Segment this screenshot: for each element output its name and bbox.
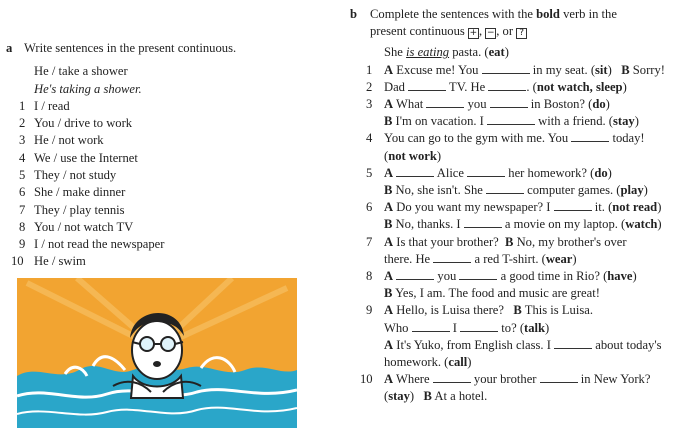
exercise-item: 8 A you a good time in Rio? (have) B Yes, I am. The food and music are great! [366, 269, 637, 301]
section-b-list [350, 62, 676, 406]
item-number: 9 [19, 237, 26, 252]
exercise-item: 5 A Alice her homework? (do) B No, she isn't. She computer games. (play) [366, 165, 648, 198]
item-number: 3 [19, 133, 26, 148]
item-number: 4 [366, 131, 373, 146]
exercise-item: 3 He / not work [6, 132, 306, 149]
item-number: 8 [366, 269, 373, 284]
example-sentence: She is eating pasta. (eat) [384, 45, 509, 60]
item-number: 3 [366, 97, 373, 112]
exercise-item: 9 A Hello, is Luisa there? B This is Luisa. Who I to? (talk) A It's Yuko, from English class. I about today's homework. (call) [366, 303, 662, 370]
item-number: 6 [366, 200, 373, 215]
exercise-item: 4 You can go to the gym with me. You today! (not work) [366, 131, 645, 163]
exercise-item: 6 She / make dinner [6, 184, 306, 201]
exercise-item: 9 I / not read the newspaper [6, 236, 306, 253]
swimmer-illustration [17, 278, 297, 428]
section-b [350, 6, 676, 406]
exercise-item: 1 I / read [6, 98, 306, 115]
item-number: 10 [360, 372, 373, 387]
exercise-item: 3 A What you in Boston? (do) B I'm on vacation. I with a friend. (stay) [366, 97, 639, 129]
section-a-header [6, 40, 306, 57]
item-number: 2 [19, 116, 26, 131]
exercise-item: 2 Dad TV. He . (not watch, sleep) [350, 79, 676, 96]
item-number: 8 [19, 219, 26, 234]
exercise-item: 2 You / drive to work [6, 115, 306, 132]
exercise-item: 5 They / not study [6, 167, 306, 184]
exercise-item: 7 They / play tennis [6, 202, 306, 219]
exercise-item: 6 A Do you want my newspaper? I it. (not read) B No, thanks. I a movie on my laptop. (watch) [366, 200, 662, 232]
item-number: 2 [366, 79, 373, 94]
section-a [6, 40, 306, 271]
section-a-instruction: Write sentences in the present continuous. [24, 41, 237, 55]
minus-box-icon: − [486, 28, 495, 39]
exercise-item: 4 We / use the Internet [6, 150, 306, 167]
exercise-item: 10 A Where your brother in New York? (stay) B At a hotel. [360, 372, 651, 404]
item-number: 6 [19, 185, 26, 200]
section-a-list [6, 63, 306, 271]
item-number: 9 [366, 303, 373, 318]
example-answer: He's taking a shower. [34, 81, 142, 96]
section-letter: b [350, 7, 358, 21]
question-box-icon: ? [516, 28, 527, 39]
item-number: 1 [366, 62, 373, 77]
example-prompt: He / take a shower [34, 64, 128, 79]
exercise-item: 1 A Excuse me! You in my seat. (sit) B Sorry! [350, 62, 676, 79]
plus-box-icon: + [469, 28, 478, 39]
item-number: 10 [11, 254, 24, 269]
exercise-item: 8 You / not watch TV [6, 219, 306, 236]
item-number: 1 [19, 98, 26, 113]
exercise-item: 7 A Is that your brother? B No, my brother's over there. He a red T-shirt. (wear) [366, 234, 627, 266]
section-letter: a [6, 41, 13, 55]
item-number: 7 [19, 202, 26, 217]
exercise-item: 10 He / swim [6, 253, 306, 270]
item-number: 5 [19, 167, 26, 182]
item-number: 5 [366, 165, 373, 180]
item-number: 7 [366, 234, 373, 249]
item-number: 4 [19, 150, 26, 165]
section-b-header: b Complete the sentences with the bold verb in the present continuous + , − , or ? [350, 7, 617, 39]
